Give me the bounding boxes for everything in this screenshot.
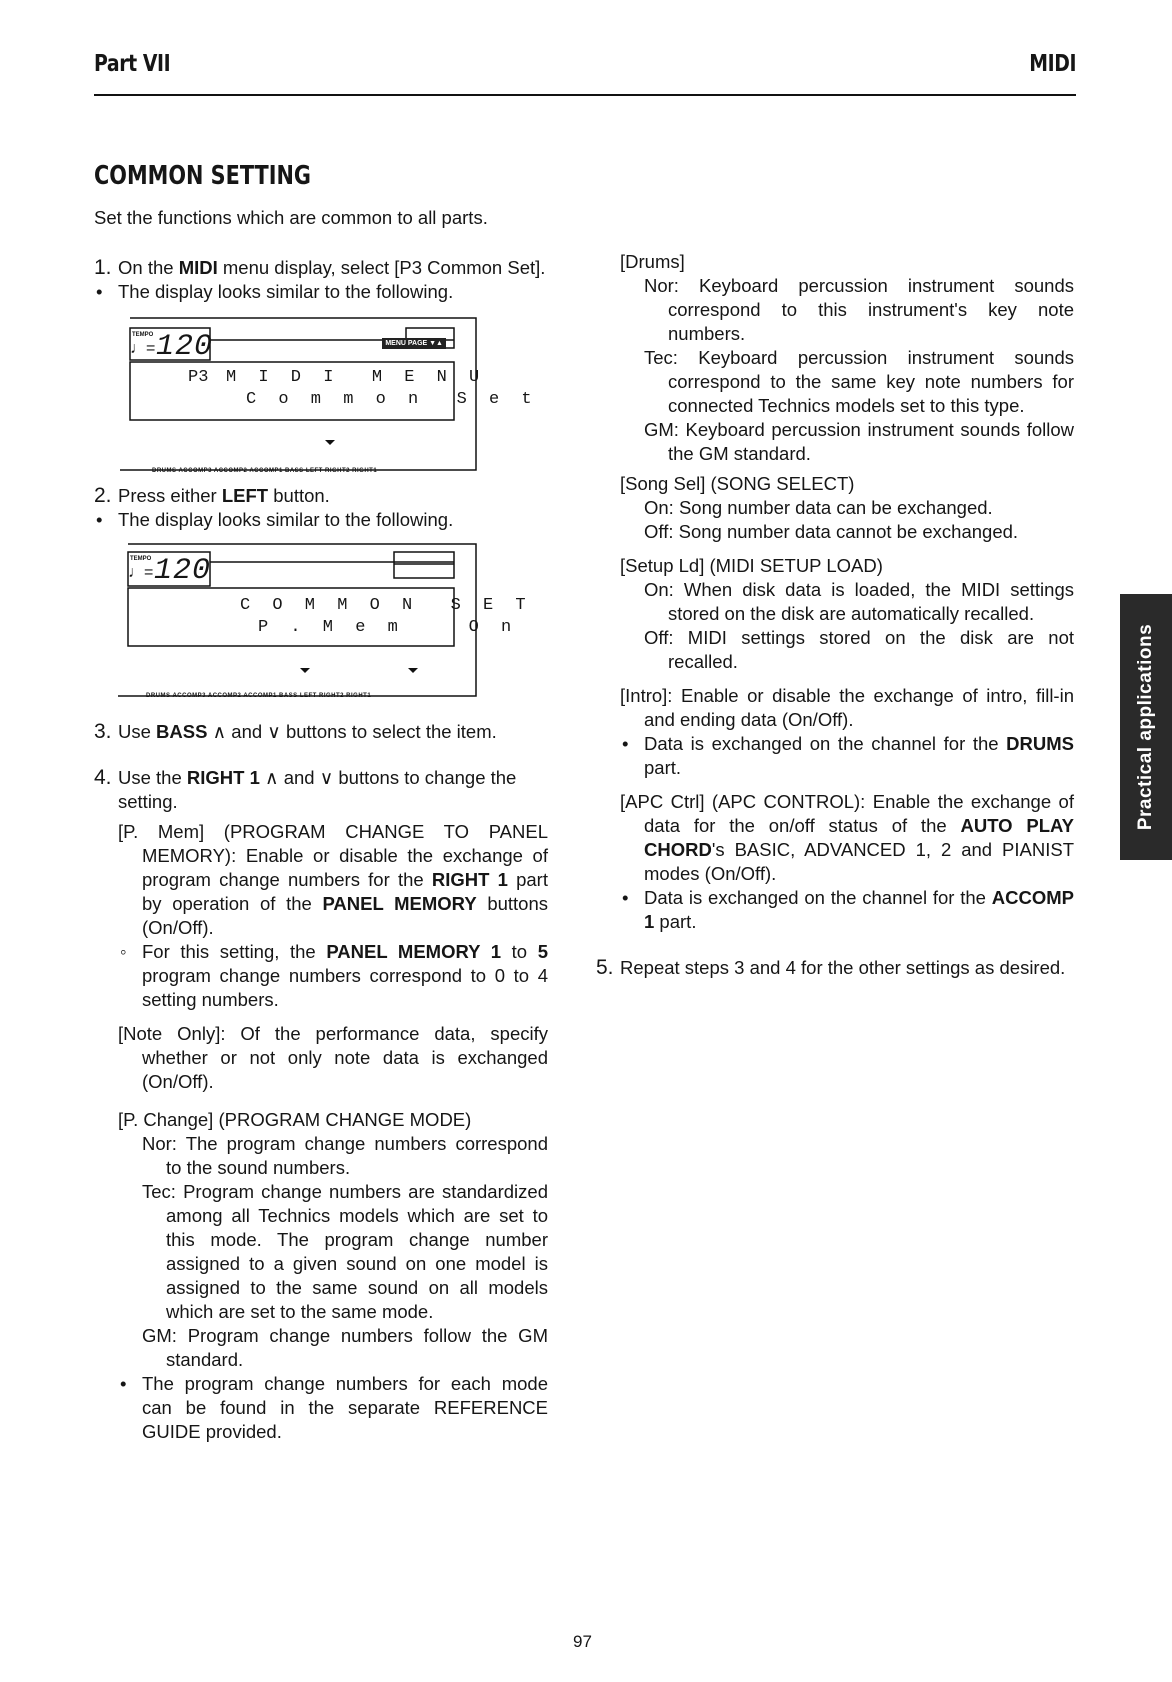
lcd-display-common-set	[118, 540, 532, 706]
tempo-value: 120	[154, 554, 212, 588]
step-2-bullet: • The display looks similar to the following.	[94, 508, 548, 532]
drums-nor: Nor: Keyboard percussion instrument sounds correspond to this instrument's key note numbers.	[644, 275, 1074, 344]
pmem-description: [P. Mem] (PROGRAM CHANGE TO PANEL MEMORY): Enable or disable the exchange of program change numbers for the RIGHT 1 part by operation of the PANEL MEMORY buttons (On/Off).	[118, 821, 549, 938]
tempo-value: 120	[156, 330, 214, 364]
pmem-note: ◦ For this setting, the PANEL MEMORY 1 to 5 program change numbers correspond to 0 to 4 setting numbers.	[118, 940, 548, 1012]
chapter-label: MIDI	[1029, 51, 1076, 77]
note-only-description: [Note Only]: Of the performance data, specify whether or not only note data is exchanged (On/Off).	[118, 1023, 548, 1092]
step-1-bullet: • The display looks similar to the following.	[94, 280, 548, 304]
tempo-note: ♩=	[128, 564, 154, 581]
drums-gm: GM: Keyboard percussion instrument sounds follow the GM standard.	[644, 419, 1074, 464]
intro-description: [Intro]: Enable or disable the exchange of intro, fill-in and ending data (On/Off).	[620, 685, 1074, 730]
step-number: 2.	[94, 484, 112, 507]
drums-tec: Tec: Keyboard percussion instrument sounds correspond to the same key note numbers for connected Technics models set to this type.	[644, 347, 1074, 416]
tempo-note: ♩=	[130, 340, 156, 357]
step-number: 1.	[94, 256, 112, 279]
tempo-label: TEMPO	[130, 556, 152, 562]
pchange-gm: GM: Program change numbers follow the GM standard.	[142, 1325, 548, 1370]
setup-ld-off: Off: MIDI settings stored on the disk are not recalled.	[644, 627, 1074, 672]
lcd-line-1: M I D I M E N U	[226, 368, 486, 387]
left-column	[94, 256, 548, 1444]
step-2: 2. Press either LEFT button.	[94, 484, 330, 507]
section-side-tab: Practical applications	[1120, 594, 1172, 860]
setup-ld-on: On: When disk data is loaded, the MIDI settings stored on the disk are automatically recalled.	[644, 579, 1074, 624]
step-number: 4.	[94, 766, 112, 789]
lcd-part-labels: DRUMS ACCOMP3 ACCOMP2 ACCOMP1 BASS LEFT RIGHT2 RIGHT1	[146, 693, 372, 699]
step-number: 3.	[94, 720, 112, 743]
tempo-label: TEMPO	[132, 332, 154, 338]
pchange-tec: Tec: Program change numbers are standardized among all Technics models which are set to this mode. The program change number assigned to a given sound on one model is assigned to the same sound on all models which are set to the same mode.	[142, 1181, 548, 1322]
page-number: 97	[573, 1632, 592, 1651]
song-sel-title: [Song Sel] (SONG SELECT)	[620, 473, 855, 494]
setup-ld-title: [Setup Ld] (MIDI SETUP LOAD)	[620, 555, 883, 576]
part-label: Part VII	[94, 51, 171, 77]
lcd-display-midi-menu	[118, 312, 538, 478]
pchange-nor: Nor: The program change numbers correspond to the sound numbers.	[142, 1133, 548, 1178]
drums-title: [Drums]	[620, 251, 685, 272]
lcd-line-1: C O M M O N S E T	[240, 596, 532, 615]
right-column	[596, 250, 1074, 980]
lcd-line-2: C o m m o n S e t	[246, 390, 538, 409]
apc-bullet: • Data is exchanged on the channel for the ACCOMP 1 part.	[620, 886, 1074, 934]
pchange-title: [P. Change] (PROGRAM CHANGE MODE)	[118, 1109, 472, 1130]
lcd-page-number: P3	[188, 368, 209, 387]
lcd-line-2: P . M e m O n	[258, 618, 518, 637]
section-title: COMMON SETTING	[94, 161, 311, 191]
section-intro: Set the functions which are common to all parts.	[94, 207, 488, 228]
pchange-bullet: • The program change numbers for each mode can be found in the separate REFERENCE GUIDE provided.	[118, 1372, 548, 1444]
intro-bullet: • Data is exchanged on the channel for the DRUMS part.	[620, 732, 1074, 780]
step-3: 3. Use BASS ∧ and ∨ buttons to select the item.	[94, 720, 497, 743]
step-1: 1. On the MIDI menu display, select [P3 Common Set].	[94, 256, 546, 279]
lcd-part-labels: DRUMS ACCOMP3 ACCOMP2 ACCOMP1 BASS LEFT RIGHT2 RIGHT1	[152, 468, 378, 474]
apc-description: [APC Ctrl] (APC CONTROL): Enable the exchange of data for the on/off status of the AUTO PLAY CHORD's BASIC, ADVANCED 1, 2 and PIANIST modes (On/Off).	[620, 791, 1074, 884]
step-4: 4. Use the RIGHT 1 ∧ and ∨ buttons to change the setting.	[94, 766, 517, 812]
step-5: 5. Repeat steps 3 and 4 for the other settings as desired.	[596, 956, 1066, 979]
step-number: 5.	[596, 956, 614, 979]
header-rule	[94, 94, 1076, 96]
song-sel-off: Off: Song number data cannot be exchanged.	[644, 521, 1019, 542]
menu-page-indicator: MENU PAGE ▼▲	[382, 338, 446, 349]
song-sel-on: On: Song number data can be exchanged.	[644, 497, 993, 518]
